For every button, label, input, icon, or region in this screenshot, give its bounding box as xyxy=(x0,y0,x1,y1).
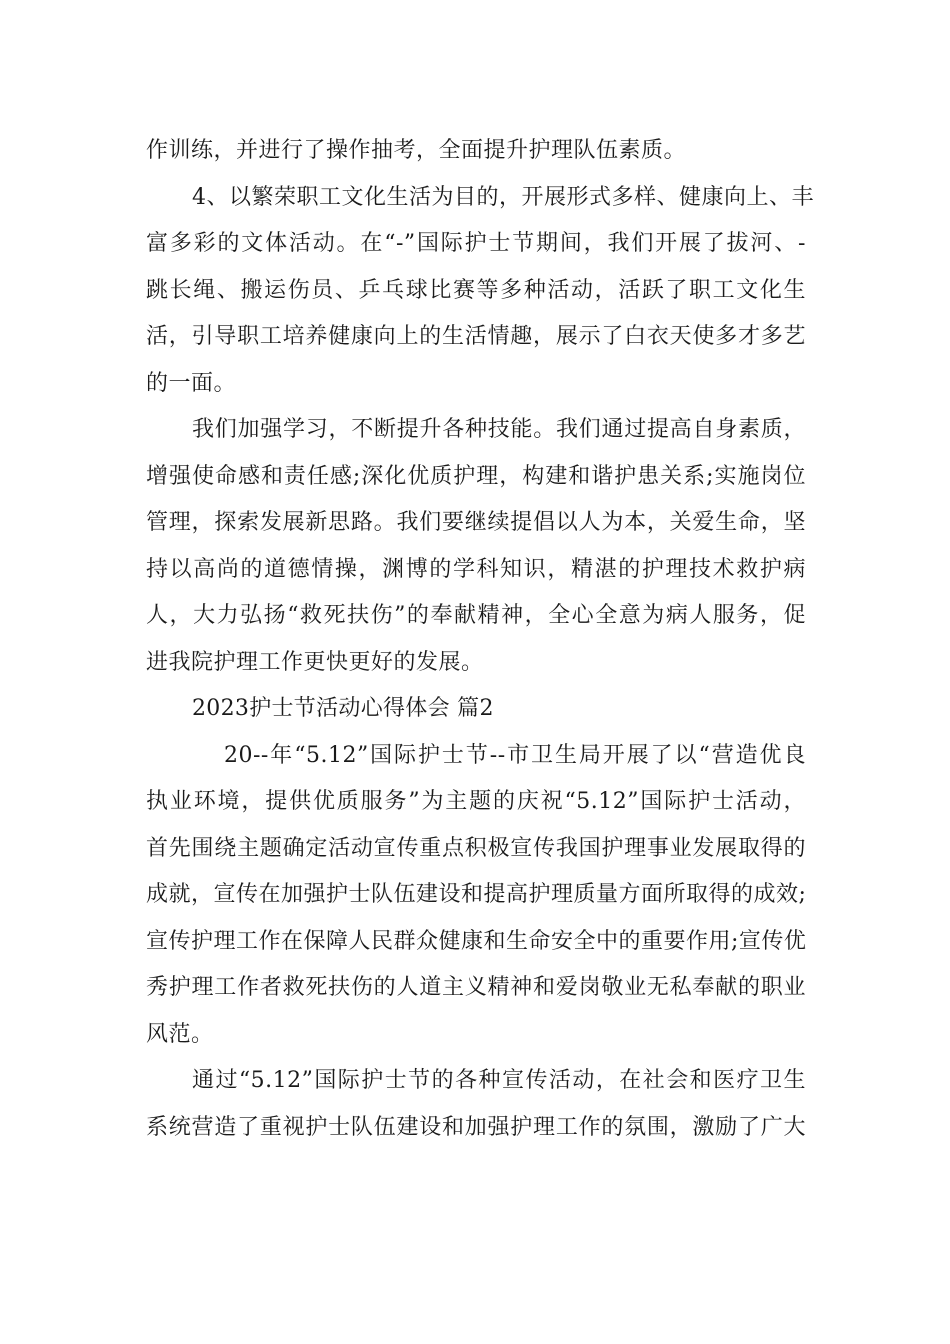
section-heading: 2023护士节活动心得体会 篇2 xyxy=(192,696,494,721)
text-line: 增强使命感和责任感;深化优质护理，构建和谐护患关系;实施岗位 xyxy=(146,463,806,489)
text-line: 4、以繁荣职工文化生活为目的，开展形式多样、健康向上、丰 xyxy=(192,184,814,210)
text-line: 通过“5.12”国际护士节的各种宣传活动，在社会和医疗卫生 xyxy=(192,1068,806,1093)
text-line: 持以高尚的道德情操，渊博的学科知识，精湛的护理技术救护病 xyxy=(146,556,806,582)
text-line: 跳长绳、搬运伤员、乒乓球比赛等多种活动，活跃了职工文化生 xyxy=(146,277,806,303)
text-line: 的一面。 xyxy=(146,370,237,396)
text-line: 作训练，并进行了操作抽考，全面提升护理队伍素质。 xyxy=(146,138,687,163)
text-line: 宣传护理工作在保障人民群众健康和生命安全中的重要作用;宣传优 xyxy=(146,928,807,954)
text-line: 进我院护理工作更快更好的发展。 xyxy=(146,649,484,675)
text-line: 首先围绕主题确定活动宣传重点积极宣传我国护理事业发展取得的 xyxy=(146,835,806,861)
text-line: 风范。 xyxy=(146,1021,214,1047)
text-line: 管理，探索发展新思路。我们要继续提倡以人为本，关爱生命，坚 xyxy=(146,510,806,535)
text-line: 系统营造了重视护士队伍建设和加强护理工作的氛围，激励了广大 xyxy=(146,1114,806,1140)
text-line: 执业环境，提供优质服务”为主题的庆祝“5.12”国际护士活动， xyxy=(146,789,806,814)
text-line: 成就，宣传在加强护士队伍建设和提高护理质量方面所取得的成效; xyxy=(146,882,807,907)
text-line: 20--年“5.12”国际护士节--市卫生局开展了以“营造优良 xyxy=(224,742,806,768)
text-line: 人，大力弘扬“救死扶伤”的奉献精神，全心全意为病人服务，促 xyxy=(146,603,806,628)
text-line: 富多彩的文体活动。在“-”国际护士节期间，我们开展了拔河、- xyxy=(146,231,806,256)
document-page xyxy=(146,128,814,1151)
text-line: 活，引导职工培养健康向上的生活情趣，展示了白衣天使多才多艺 xyxy=(146,324,806,349)
text-line: 我们加强学习，不断提升各种技能。我们通过提高自身素质， xyxy=(192,417,806,442)
text-line: 秀护理工作者救死扶伤的人道主义精神和爱岗敬业无私奉献的职业 xyxy=(146,975,806,1000)
